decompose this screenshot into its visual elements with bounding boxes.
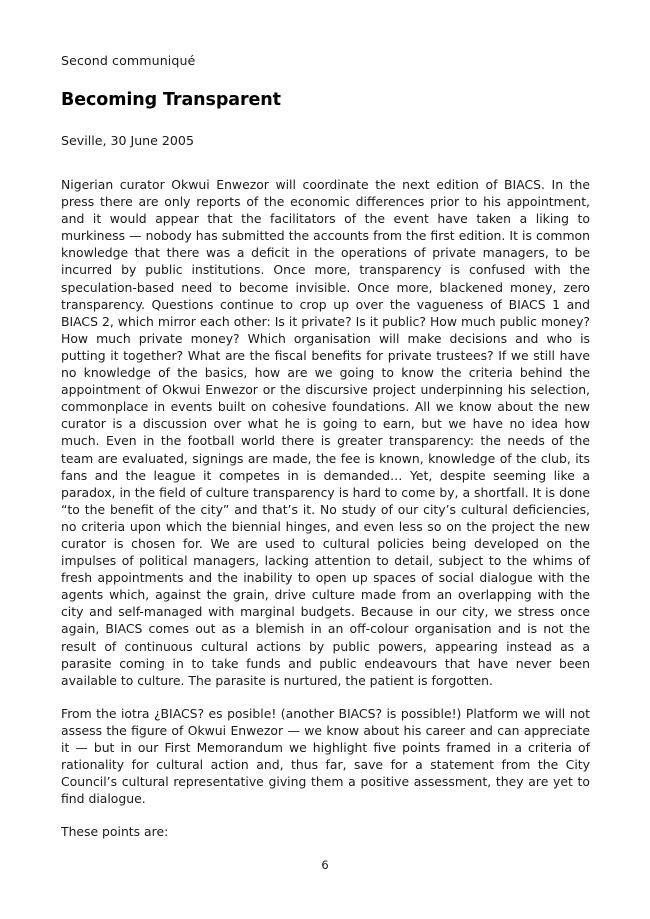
document-dateline: Seville, 30 June 2005 bbox=[61, 133, 194, 148]
body-paragraph-3: These points are: bbox=[61, 824, 169, 840]
body-paragraph-1: Nigerian curator Okwui Enwezor will coordinate the next edition of BIACS. In the press there are only reports of the economic differences prior to his appointment, and it would appear that the facilitators of the event have taken a liking to murkiness — nobody has submitted the accounts from the first edition. It is common knowledge that there was a deficit in the operations of private managers, to be incurred by public institutions. Once more, transparency is confused with the speculation-based need to become invisible. Once more, blackened money, zero transparency. Questions continue to crop up over the vagueness of BIACS 1 and BIACS 2, which mirror each other: Is it private? Is it public? How much public money? How much private money? Which organisation will make decisions and who is putting it together? What are the fiscal benefits for private trustees? If we still have no knowledge of the basics, how are we going to know the criteria behind the appointment of Okwui Enwezor or the discursive project underpinning his selection, commonplace in events built on cohesive foundations. All we know about the new curator is a discussion over what he is going to earn, but we have no idea how much. Even in the football world there is greater transparency: the needs of the team are evaluated, signings are made, the fee is known, knowledge of the club, its fans and the league it competes in is demanded… Yet, despite seeming like a paradox, in the field of culture transparency is hard to come by, a shortfall. It is done “to the benefit of the city” and that’s it. No study of our city’s cultural deficiencies, no criteria upon which the biennial hinges, and even less so on the project the new curator is chosen for. We are used to cultural policies being developed on the impulses of political managers, lacking attention to detail, subject to the whims of fresh appointments and the inability to open up spaces of social dialogue with the agents which, against the grain, drive culture made from an overlapping with the city and self-managed with marginal budgets. Because in our city, we stress once again, BIACS comes out as a blemish in an off-colour organisation and is not the result of continuous cultural actions by public powers, appearing instead as a parasite coming in to take funds and public endeavours that have never been available to culture. The parasite is nurtured, the patient is forgotten. bbox=[61, 177, 590, 688]
document-kicker: Second communiqué bbox=[61, 53, 196, 68]
body-paragraph-2: From the iotra ¿BIACS? es posible! (another BIACS? is possible!) Platform we will not assess the figure of Okwui Enwezor — we know about his career and can appreciate it — but in our First Memorandum we highlight five points framed in a criteria of rationality for cultural action and, thus far, save for a statement from the City Council’s cultural representative giving them a positive assessment, they are yet to find dialogue. bbox=[61, 705, 590, 807]
document-body bbox=[61, 52, 590, 856]
page-title: Becoming Transparent bbox=[61, 90, 281, 110]
page-number: 6 bbox=[321, 858, 329, 872]
